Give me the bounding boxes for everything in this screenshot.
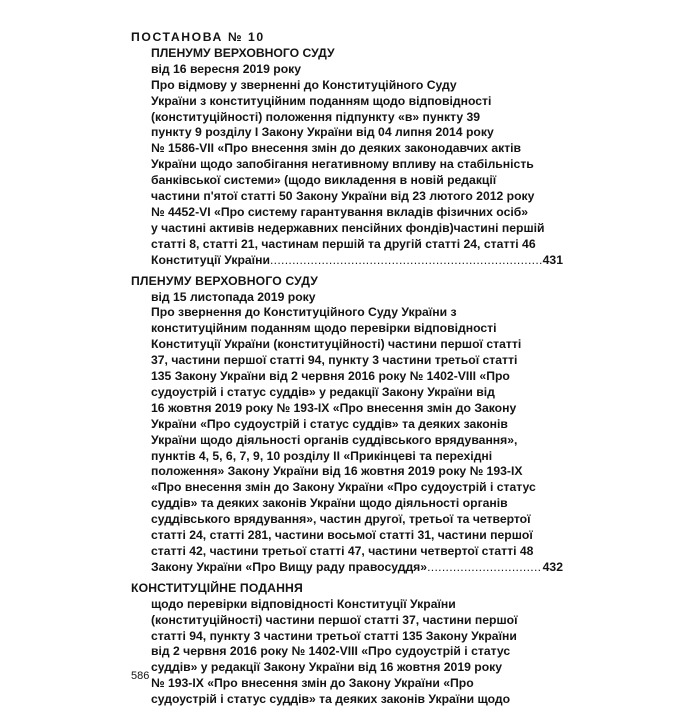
entry-text-line: України щодо запобігання негативному впливу на стабільність [151, 157, 534, 172]
entry-text-line: статті 8, статті 21, частинам першій та другій статті 24, статті 46 [151, 236, 536, 251]
entry-text-line: суддівського врядування», частин другої, третьої та четвертої [151, 512, 531, 527]
entry-text-line: «Про внесення змін до Закону України «Про судоустрій і статус [151, 480, 536, 495]
page-reference: 431 [542, 252, 563, 267]
document-type-heading: ПОСТАНОВА № 10 [131, 30, 265, 44]
entry-text-line: пункту 9 розділу І Закону України від 04 липня 2014 року [151, 125, 494, 140]
entry-text-line: суддів» та деяких законів України щодо діяльності органів [151, 496, 508, 511]
issuer-line: ПЛЕНУМУ ВЕРХОВНОГО СУДУ [151, 45, 335, 60]
entry-text-line: судоустрій і статус суддів» та деяких законів України щодо [151, 692, 511, 707]
dot-leader [427, 560, 542, 576]
entry-text-line: судоустрій і статус суддів» у редакції Закону України від [151, 384, 495, 399]
date-line: від 16 вересня 2019 року [151, 61, 302, 76]
entry-text-line: пунктів 4, 5, 6, 7, 9, 10 розділу ІІ «Прикінцеві та перехідні [151, 448, 493, 463]
entry-text-line: України щодо діяльності органів суддівського врядування», [151, 432, 518, 447]
date-line: від 15 листопада 2019 року [151, 289, 316, 304]
table-of-contents [131, 30, 563, 708]
issuer-heading: ПЛЕНУМУ ВЕРХОВНОГО СУДУ [131, 273, 318, 288]
entry-text-line: банківської системи» (щодо викладення в новій редакції [151, 173, 497, 188]
toc-entry [131, 274, 563, 576]
page-reference: 432 [542, 559, 563, 574]
entry-text-line: у частині активів недержавних пенсійних фондів)частині першій [151, 220, 545, 235]
entry-text-line: 16 жовтня 2019 року № 193-IX «Про внесення змін до Закону [151, 400, 517, 415]
entry-text-line: № 4452-VI «Про систему гарантування вкладів фізичних осіб» [151, 204, 529, 219]
entry-text-line: № 1586-VII «Про внесення змін до деяких законодавчих актів [151, 141, 522, 156]
entry-text-line: України «Про судоустрій і статус суддів» та деяких законів [151, 416, 508, 431]
entry-text-line: (конституційності) частини першої статті 37, частини першої [151, 612, 518, 627]
entry-last-line: Закону України «Про Вищу раду правосуддя» [151, 559, 428, 574]
dot-leader [270, 253, 542, 269]
toc-entry [131, 30, 563, 269]
entry-text-line: статті 42, частини третьої статті 47, частини четвертої статті 48 [151, 544, 534, 558]
entry-text-line: Про відмову у зверненні до Конституційного Суду [151, 77, 457, 92]
entry-text-line: конституційним поданням щодо перевірки відповідності [151, 321, 497, 336]
toc-entry [131, 581, 563, 708]
page-number: 586 [131, 670, 150, 682]
entry-text-line: частини п'ятої статті 50 Закону України від 23 лютого 2012 року [151, 189, 535, 204]
entry-text-line: 135 Закону України від 2 червня 2016 року № 1402-VIII «Про [151, 369, 510, 384]
toc-leader-line [131, 253, 563, 269]
entry-text-line: від 2 червня 2016 року № 1402-VIII «Про судоустрій і статус [151, 644, 511, 659]
entry-text-line: № 193-IX «Про внесення змін до Закону України «Про [151, 676, 474, 691]
entry-text-line: суддів» у редакції Закону України від 16 жовтня 2019 року [151, 660, 503, 675]
entry-text-line: (конституційності) положення підпункту «в» пункту 39 [151, 109, 481, 124]
entry-text-line: статті 24, статті 281, частини восьмої статті 31, частини першої [151, 528, 533, 543]
entry-text-line: Про звернення до Конституційного Суду України з [151, 305, 457, 320]
entry-text-line: України з конституційним поданням щодо відповідності [151, 93, 492, 108]
entry-text-line: Конституції України (конституційності) частини першої статті [151, 337, 522, 352]
entry-text-line: положення» Закону України від 16 жовтня 2019 року № 193-IX [151, 464, 523, 479]
entry-text-line: статті 94, пункту 3 частини третьої статті 135 Закону України [151, 628, 517, 643]
toc-leader-line [131, 560, 563, 576]
entry-text-line: щодо перевірки відповідності Конституції України [151, 596, 456, 611]
entry-text-line: 37, частини першої статті 94, пункту 3 частини третьої статті [151, 353, 518, 368]
entry-last-line: Конституції України [151, 252, 270, 267]
document-type-heading: КОНСТИТУЦІЙНЕ ПОДАННЯ [131, 580, 303, 595]
